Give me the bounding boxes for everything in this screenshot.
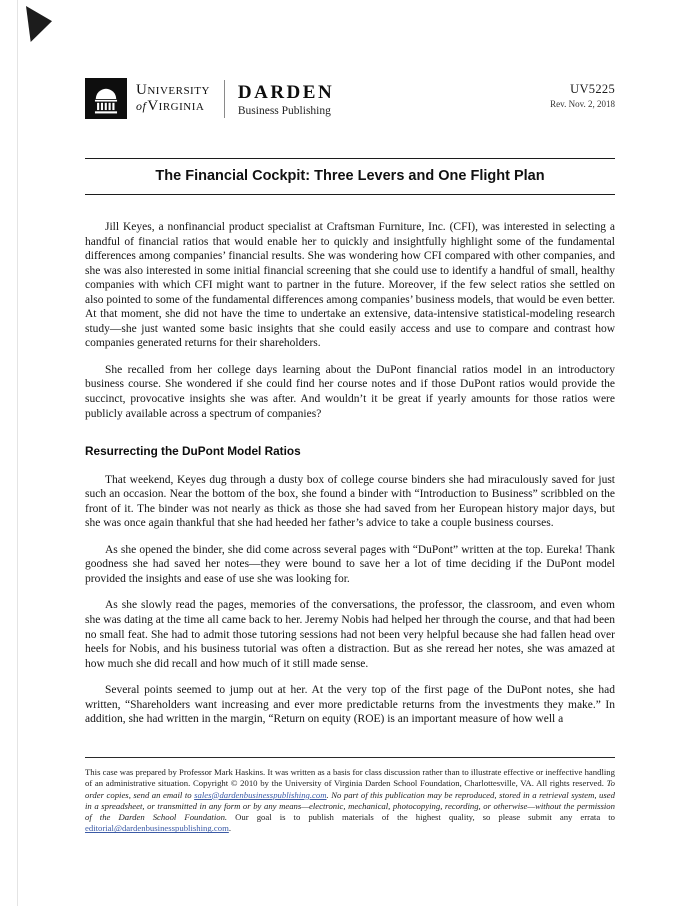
email-link-sales[interactable]: sales@dardenbusinesspublishing.com [194, 789, 327, 800]
section-heading: Resurrecting the DuPont Model Ratios [85, 444, 301, 459]
body-paragraph-6: Several points seemed to jump out at her. At the very top of the first page of the DuPont notes, she had written, “Shareholders want increasing and ever more predictable returns from the investments they make.” In addition, she had written in the margin, “Return on equity (ROE) is an important measure of how well a [85, 684, 615, 726]
footer [85, 757, 615, 835]
darden-wordmark [238, 80, 334, 118]
body-paragraph-5: As she slowly read the pages, memories of the conversations, the professor, the classroom, and even whom she was dating at the time all came back to her. Jeremy Nobis had helped her through the course, and that had been no small feat. She had to admit those tutoring sessions had not been very helpful because she had fallen head over heels for Nobis, and his business tutorial was often a distraction. But as she reread her notes, she was amazed at how much she did recall and how much of it still made sense. [85, 599, 615, 670]
university-wordmark-virginia: Virginia [147, 97, 205, 114]
body-paragraph-1: Jill Keyes, a nonfinancial product specialist at Craftsman Furniture, Inc. (CFI), was interested in selecting a handful of financial ratios that would enable her to quickly and insightfully highlight some of the fundamental differences among companies’ financial results. She was wondering how CFI compared with other companies, and she was also interested in some initial financial screening that she could use to identify a handful of small, healthy companies with which CFI might want to partner in the future. Moreover, if the few select ratios she settled on also pointed to some of the fundamental differences among companies’ business models, that would be even better. At that moment, she did not have the time to undertake an extensive, data-intensive statistical-modeling research study—she just wanted some basic insights that she could easily access and use to compare and contrast how companies generated returns for their shareholders. [85, 221, 615, 350]
email-link-editorial[interactable]: editorial@dardenbusinesspublishing.com [85, 823, 229, 834]
page-edge-line [17, 0, 18, 906]
masthead [85, 78, 615, 119]
footnote-text-1: This case was prepared by Professor Mark Haskins. It was written as a basis for class discussion rather than to illustrate effective or ineffective handling of an administrative situation. Copyright © 2010 by the University of Virginia Darden School Foundation, Charlottesville, VA. All rights reserved. [85, 767, 615, 789]
uva-rotunda-icon [85, 78, 127, 119]
document-revision: Rev. Nov. 2, 2018 [550, 98, 615, 109]
body-paragraph-2: She recalled from her college days learning about the DuPont financial ratios model in an introductory business course. She wondered if she could find her course notes and if those DuPont ratios would provide the succinct, provocative insights she was after. And wouldn’t it be great if yearly amounts for those ratios were publicly available across a spectrum of companies? [85, 363, 615, 420]
footnote-italic-text-1: To order copies, send an email to [85, 778, 615, 800]
case-body [85, 220, 615, 739]
document-meta [550, 78, 615, 109]
logo-divider [224, 80, 225, 118]
page-corner-fold [26, 6, 52, 42]
darden-subtitle: Business Publishing [237, 104, 331, 117]
body-paragraph-3: That weekend, Keyes dug through a dusty box of college course binders she had miraculously saved for just such an occasion. Near the bottom of the box, she found a binder with “Introduction to Business” scribbled on the front of it. The binder was not nearly as thick as those she had saved from her European history major days, but she was once again thankful that she had heeded her father’s advice to take a couple business courses. [85, 473, 615, 530]
footnote-text-2: Our goal is to publish materials of the highest quality, so please submit any errata to [227, 812, 615, 823]
university-wordmark-line1: University [136, 81, 210, 98]
darden-name: DARDEN [237, 81, 335, 103]
document-number: UV5225 [570, 82, 615, 96]
footnote-text-3: . [228, 823, 232, 834]
university-wordmark-of: of [136, 98, 147, 113]
publisher-logo [85, 78, 334, 119]
university-wordmark [136, 83, 210, 115]
university-wordmark-line2 [136, 99, 210, 115]
title-block [85, 158, 615, 195]
page-title: The Financial Cockpit: Three Levers and One Flight Plan [155, 168, 545, 184]
footer-note [85, 767, 615, 835]
body-paragraph-4: As she opened the binder, she did come across several pages with “DuPont” written at the top. Eureka! Thank goodness she had saved her notes—they were bound to save her a lot of time deciding if the DuPont model provided the insights and ease of use she was looking for. [85, 543, 615, 585]
footnote-italic-text-2: . No part of this publication may be reproduced, stored in a retrieval system, used in a spreadsheet, or transmitted in any form or by any means—electronic, mechanical, photocopying, recording, or otherwise—without the permission of the Darden School Foundation. [85, 789, 615, 823]
